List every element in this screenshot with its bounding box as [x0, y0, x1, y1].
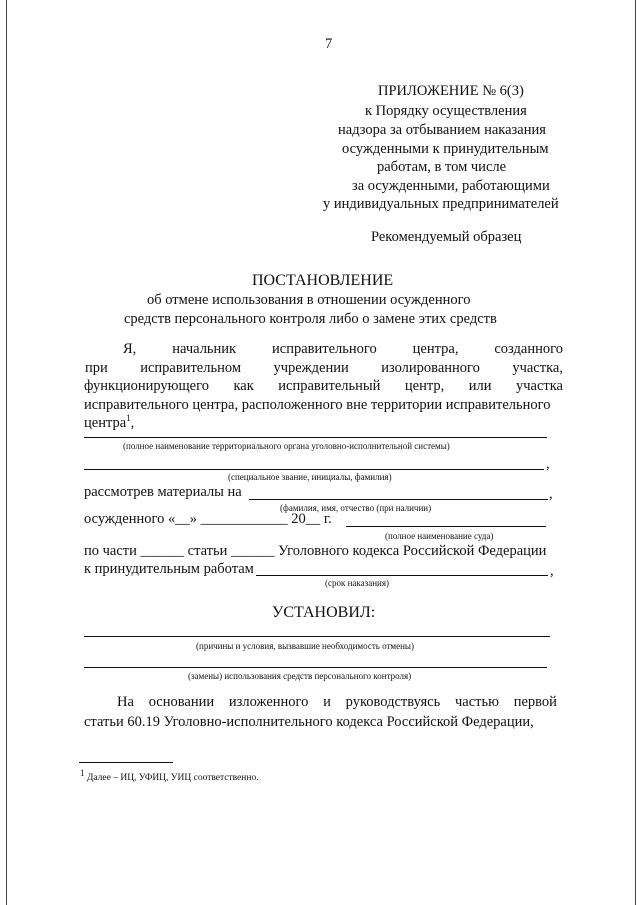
- word: изолированного: [381, 360, 480, 376]
- blank-line-court: [346, 526, 546, 527]
- footnote-text: Далее – ИЦ, УФИЦ, УИЦ соответственно.: [86, 773, 259, 784]
- scan-border-right: [635, 0, 636, 905]
- footnote: [80, 768, 259, 783]
- word: созданного: [494, 341, 563, 357]
- word: центра,: [412, 341, 459, 357]
- scan-border-left: [6, 0, 7, 905]
- convicted-label: осужденного «__» ____________ 20__ г.: [84, 511, 332, 527]
- word: участка: [515, 378, 563, 394]
- blank-line-org: [84, 437, 547, 438]
- caption-reasons: (причины и условия, вызвавшие необходимость отмены): [196, 641, 414, 651]
- appendix-line: у индивидуальных предпринимателей: [323, 196, 559, 212]
- document-title: ПОСТАНОВЛЕНИЕ: [252, 272, 394, 289]
- word: исправительном: [140, 360, 241, 376]
- word: первой: [513, 694, 557, 710]
- word: частью: [455, 694, 499, 710]
- word: центра: [84, 414, 127, 431]
- footnote-separator: [79, 762, 173, 763]
- word: как: [233, 378, 254, 394]
- word: при: [85, 360, 108, 376]
- appendix-line: надзора за отбыванием наказания: [338, 122, 546, 138]
- footnote-ref: 1: [126, 413, 131, 423]
- paragraph-line: [123, 341, 563, 358]
- paragraph-line: [117, 694, 557, 711]
- word: изложенного: [228, 694, 309, 710]
- word: Я,: [123, 341, 137, 357]
- appendix-line: работам, в том числе: [377, 159, 507, 175]
- established-title: УСТАНОВИЛ:: [272, 604, 376, 621]
- word: руководствуясь: [345, 694, 441, 710]
- word: и: [323, 694, 331, 710]
- word: учреждении: [273, 360, 349, 376]
- blank-line-name: [249, 499, 548, 500]
- caption-term: (срок наказания): [325, 578, 389, 588]
- word: На: [117, 694, 134, 710]
- caption-replacement: (замены) использования средств персонального контроля): [188, 671, 412, 681]
- punctuation: ,: [549, 486, 553, 502]
- footnote-mark: 1: [80, 768, 85, 778]
- document-subtitle: средств персонального контроля либо о замене этих средств: [124, 311, 497, 327]
- document-subtitle: об отмене использования в отношении осужденного: [147, 292, 471, 308]
- appendix-title: ПРИЛОЖЕНИЕ № 6(3): [378, 83, 524, 99]
- word: основании: [148, 694, 215, 710]
- word: или: [468, 378, 492, 394]
- punctuation: ,: [550, 563, 554, 579]
- word: начальник: [172, 341, 237, 357]
- sample-label: Рекомендуемый образец: [371, 229, 522, 245]
- blank-line-reasons: [84, 636, 550, 637]
- blank-line-replacement: [84, 667, 547, 668]
- appendix-line: к Порядку осуществления: [365, 103, 527, 119]
- word: участка,: [512, 360, 563, 376]
- paragraph-line: [84, 413, 134, 432]
- paragraph-line: исправительного центра, расположенного вне территории исправительного: [84, 397, 551, 413]
- part-label: по части ______ статьи ______ Уголовного кодекса Российской Федерации: [84, 543, 547, 559]
- blank-line-term: [256, 575, 548, 576]
- appendix-line: осужденными к принудительным: [342, 141, 549, 157]
- blank-line-rank: [84, 469, 544, 470]
- paragraph-line: [84, 378, 563, 395]
- punctuation: ,: [130, 414, 135, 431]
- forced-label: к принудительным работам: [84, 561, 254, 577]
- punctuation: ,: [546, 456, 550, 472]
- appendix-line: за осужденными, работающими: [352, 178, 550, 194]
- word: исправительного: [272, 341, 377, 357]
- word: функционирующего: [84, 378, 209, 394]
- paragraph-line: статьи 60.19 Уголовно-исполнительного кодекса Российской Федерации,: [84, 714, 534, 730]
- word: исправительный: [278, 378, 381, 394]
- caption-rank: (специальное звание, инициалы, фамилия): [228, 472, 392, 482]
- caption-court: (полное наименование суда): [385, 531, 494, 541]
- paragraph-line: [85, 360, 563, 377]
- caption-org: (полное наименование территориального органа уголовно-исполнительной системы): [123, 441, 450, 451]
- reviewed-label: рассмотрев материалы на: [84, 484, 242, 500]
- caption-name: (фамилия, имя, отчество (при наличии): [280, 503, 432, 513]
- word: центр,: [404, 378, 445, 394]
- page-number: 7: [325, 36, 333, 52]
